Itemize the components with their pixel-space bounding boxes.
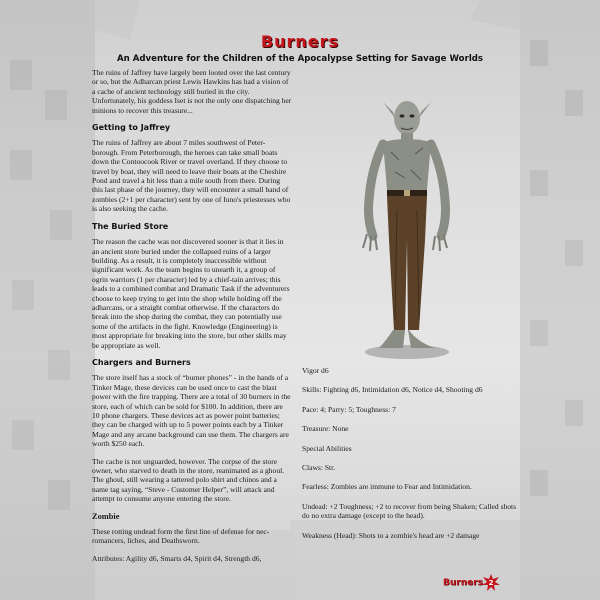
- page-number: 2: [488, 579, 494, 587]
- getting-paragraph: The ruins of Jaffrey are about 7 miles southwest of Peter-borough. From Peterborough, the heroes can take small boats down the Contoocook River or travel overland. If they choose to travel by boat, they will need to leave their boats at the Cheshire Pond and travel a bit less than a mile south from there. During this last phase of the journey, they will encounter a small band of zombies (2+1 per character) sent by one of Iuno's priestesses who is also seeking the cache.: [92, 138, 291, 214]
- stat-undead: Undead: +2 Toughness; +2 to recover from being Shaken; Called shots do no extra damage (except to the head).: [302, 501, 517, 521]
- stat-pace: Pace: 4; Parry: 5; Toughness: 7: [302, 404, 396, 414]
- zombie-illustration: [345, 90, 475, 362]
- footer-label: Burners: [443, 578, 484, 588]
- stat-treasure: Treasure: None: [302, 424, 349, 434]
- stat-skills: Skills: Fighting d6, Intimidation d6, Notice d4, Shooting d6: [302, 385, 483, 395]
- zombie-paragraph: These rotting undead form the first line of defense for nec-romancers, liches, and Deathsworn.: [92, 527, 270, 546]
- left-column: [92, 68, 292, 571]
- heading-chargers-burners: Chargers and Burners: [92, 357, 191, 367]
- intro-paragraph: The ruins of Jaffrey have largely been looted over the last century or so, but the Adharcan priest Lewis Hawkins has had a vision of a cache of ancient technology still buried in the city. Unfortunately, his goddess Iset is not the only one dispatching her minions to recover this treasure...: [92, 68, 292, 115]
- stat-weakness: Weakness (Head): Shots to a zombie's head are +2 damage: [302, 530, 480, 540]
- page-title: Burners: [260, 32, 340, 51]
- stat-special-abilities: Special Abilities: [302, 443, 352, 453]
- chargers-paragraph-1: The store itself has a stock of “burner phones” - in the hands of a Tinker Mage, these devices can be used once to cast the blast power with the fire trapping. There are a total of 30 burners in the store, each of which can be sold for $100. In addition, there are 10 phone chargers. These devices act as power point batteries; they can be charged with up to 5 power points each by a Tinker Mage and any arcane background can use them. The chargers are worth $250 each.: [92, 373, 291, 449]
- stat-claws: Claws: Str.: [302, 463, 336, 473]
- heading-getting-to-jaffrey: Getting to Jaffrey: [92, 123, 171, 133]
- heading-zombie: Zombie: [92, 511, 120, 521]
- zombie-attributes: Attributes: Agility d6, Smarts d4, Spirit d4, Strength d6,: [92, 553, 262, 563]
- stat-vigor: Vigor d6: [302, 366, 329, 375]
- store-paragraph: The reason the cache was not discovered sooner is that it lies in an ancient store buried under the collapsed ruins of a larger building. As a result, it is completely inaccessible without significant work. As the team begins to unearth it, a group of ogrin warriors (1 per character) led by a chief-tain arrives; this leads to a combined combat and Dramatic Task if the adventurers choose to keep trying to get into the shop while holding off the adharcans, or a straight combat otherwise. If the characters do break into the shop during the combat, they can potentially use some of the artifacts in the fight. Knowledge (Engineering) is most appropriate for breaking into the store, but other skills may be appropriate as well.: [92, 237, 290, 350]
- stat-fearless: Fearless: Zombies are immune to Fear and Intimidation.: [302, 482, 472, 492]
- chargers-paragraph-2: The cache is not unguarded, however. The corpse of the store owner, who starved to death in the store, reanimated as a ghoul. The ghoul, still wearing a tattered polo shirt and chinos and a name tag saying, “Steve - Customer Helper”, will attack and attempt to consume anyone entering the store.: [92, 456, 285, 504]
- right-column: [302, 366, 517, 550]
- page-subtitle: An Adventure for the Children of the Apocalypse Setting for Savage Worlds: [116, 54, 484, 64]
- heading-buried-store: The Buried Store: [92, 221, 169, 231]
